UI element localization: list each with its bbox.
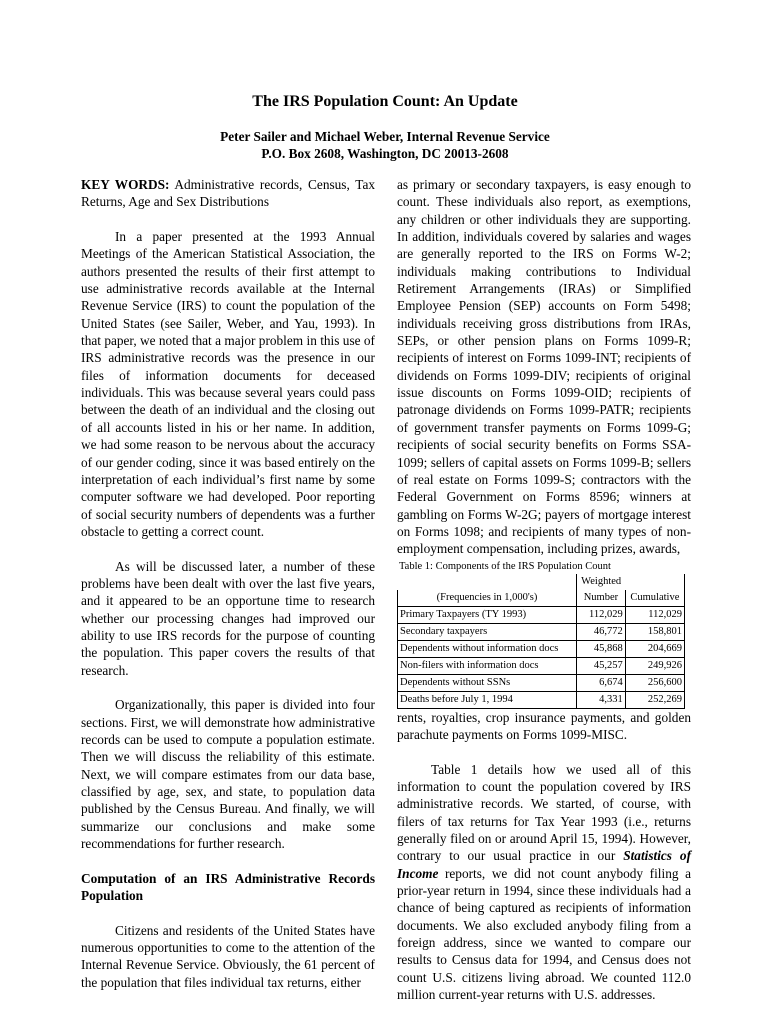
section-heading: Computation of an IRS Administrative Records Population (81, 870, 375, 904)
table-1 (397, 560, 691, 709)
table-row: Primary Taxpayers (TY 1993) 112,029 112,029 (398, 606, 685, 623)
author-block (0, 128, 770, 162)
paragraph-information-documents: as primary or secondary taxpayers, is easy enough to count. These individuals also report, as exemptions, any children or other individuals they are supporting. In addition, individuals covered by salaries and wages are generally reported to the IRS on Forms W-2; individuals making contributions to Individual Retirement Arrangements (IRAs) or Simplified Employee Pension (SEP) accounts on Form 5498; individuals receiving gross distributions from IRAs, SEPs, or other pension plans on Forms 1099-R; recipients of interest on Forms 1099-INT; recipients of dividends on Forms 1099-DIV; recipients of original issue discounts on Forms 1099-OID; recipients of patronage dividends on Forms 1099-PATR; recipients of government transfer payments on Forms 1099-G; recipients of social security benefits on Forms SSA-1099; sellers of capital assets on Forms 1099-B; sellers of real estate on Forms 1099-S; contractors with the Federal Government on Forms 8596; winners at gambling on Forms W-2G; payers of mortgage interest on Forms 1098; and recipients of many types of non-employment compensation, including prizes, awards, (397, 177, 691, 557)
table-row: Secondary taxpayers 46,772 158,801 (398, 623, 685, 640)
author-address: P.O. Box 2608, Washington, DC 20013-2608 (261, 146, 509, 161)
table-row: Deaths before July 1, 1994 4,331 252,269 (398, 691, 685, 708)
paragraph-intro: In a paper presented at the 1993 Annual Meetings of the American Statistical Association, the authors presented the results of their first attempt to use administrative records available at the Internal Revenue Service (IRS) to count the population of the United States (see Sailer, Weber, and Yau, 1993). In that paper, we noted that a major problem in this use of IRS administrative records was the presence in our files of information documents for deceased individuals. This was because several years could pass between the death of an individual and the closing out of all accounts listed in his or her name. In addition, we had some reason to be nervous about the accuracy of our gender coding, since it was based entirely on the interpretation of each individual’s first name by some computer software we had developed. Poor reporting of social security numbers of dependents was a further obstacle to getting a correct count. (81, 229, 375, 539)
keywords-text: Administrative records, Census, Tax Returns, Age and Sex Distributions (81, 177, 375, 210)
paragraph-problems: As will be discussed later, a number of these problems have been dealt with over the last five years, and it appeared to be an opportune time to research whether our processing changes had improved our ability to use IRS records for the purpose of counting the population. This paper covers the results of that research. (81, 558, 375, 678)
header-frequencies: (Frequencies in 1,000's) (398, 590, 577, 607)
paper-title: The IRS Population Count: An Update (252, 93, 518, 110)
left-column (81, 176, 375, 991)
header-weighted: Weighted (577, 574, 626, 590)
paragraph-misc-payments: rents, royalties, crop insurance payments, and golden parachute payments on Forms 1099-MISC. (397, 709, 691, 742)
right-column (397, 176, 691, 1003)
population-table (397, 574, 685, 709)
paragraph-organization: Organizationally, this paper is divided into four sections. First, we will demonstrate how administrative records can be used to compute a population estimate. Then we will discuss the reliability of this estimate. Next, we will compare estimates from our data base, classified by age, sex, and state, to population data published by the Census Bureau. And finally, we will summarize our conclusions and make some recommendations for further research. (81, 697, 375, 852)
table-row: Non-filers with information docs 45,257 249,926 (398, 657, 685, 674)
keywords-label: KEY WORDS: (81, 177, 170, 192)
table-row: Dependents without SSNs 6,674 256,600 (398, 674, 685, 691)
keywords (81, 176, 375, 211)
paragraph-table-details: Table 1 details how we used all of this information to count the population covered by IRS administrative records. We started, of course, with filers of tax returns for Tax Year 1993 (i.e., returns generally filed on or around April 15, 1994). However, contrary to our usual practice in our Statistics of Income reports, we did not count anybody filing a prior-year return in 1994, since these individuals had a chance of being captured as recipients of information documents. We also excluded anybody filing from a foreign address, since we wanted to compare our results to Census data for 1994, and Census does not count U.S. citizens living abroad. We counted 112.0 million current-year returns with U.S. addresses. (397, 761, 692, 1003)
header-cumulative: Cumulative (625, 590, 684, 607)
author-names: Peter Sailer and Michael Weber, Internal Revenue Service (220, 129, 550, 144)
table-row: Dependents without information docs 45,868 204,669 (398, 640, 685, 657)
publication-title: Statistics of Income (397, 848, 692, 881)
paragraph-citizens: Citizens and residents of the United States have numerous opportunities to come to the attention of the Internal Revenue Service. Obviously, the 61 percent of the population that files individual tax returns, either (81, 922, 375, 990)
table-caption: Table 1: Components of the IRS Population Count (399, 560, 611, 572)
header-number: Number (577, 590, 626, 607)
